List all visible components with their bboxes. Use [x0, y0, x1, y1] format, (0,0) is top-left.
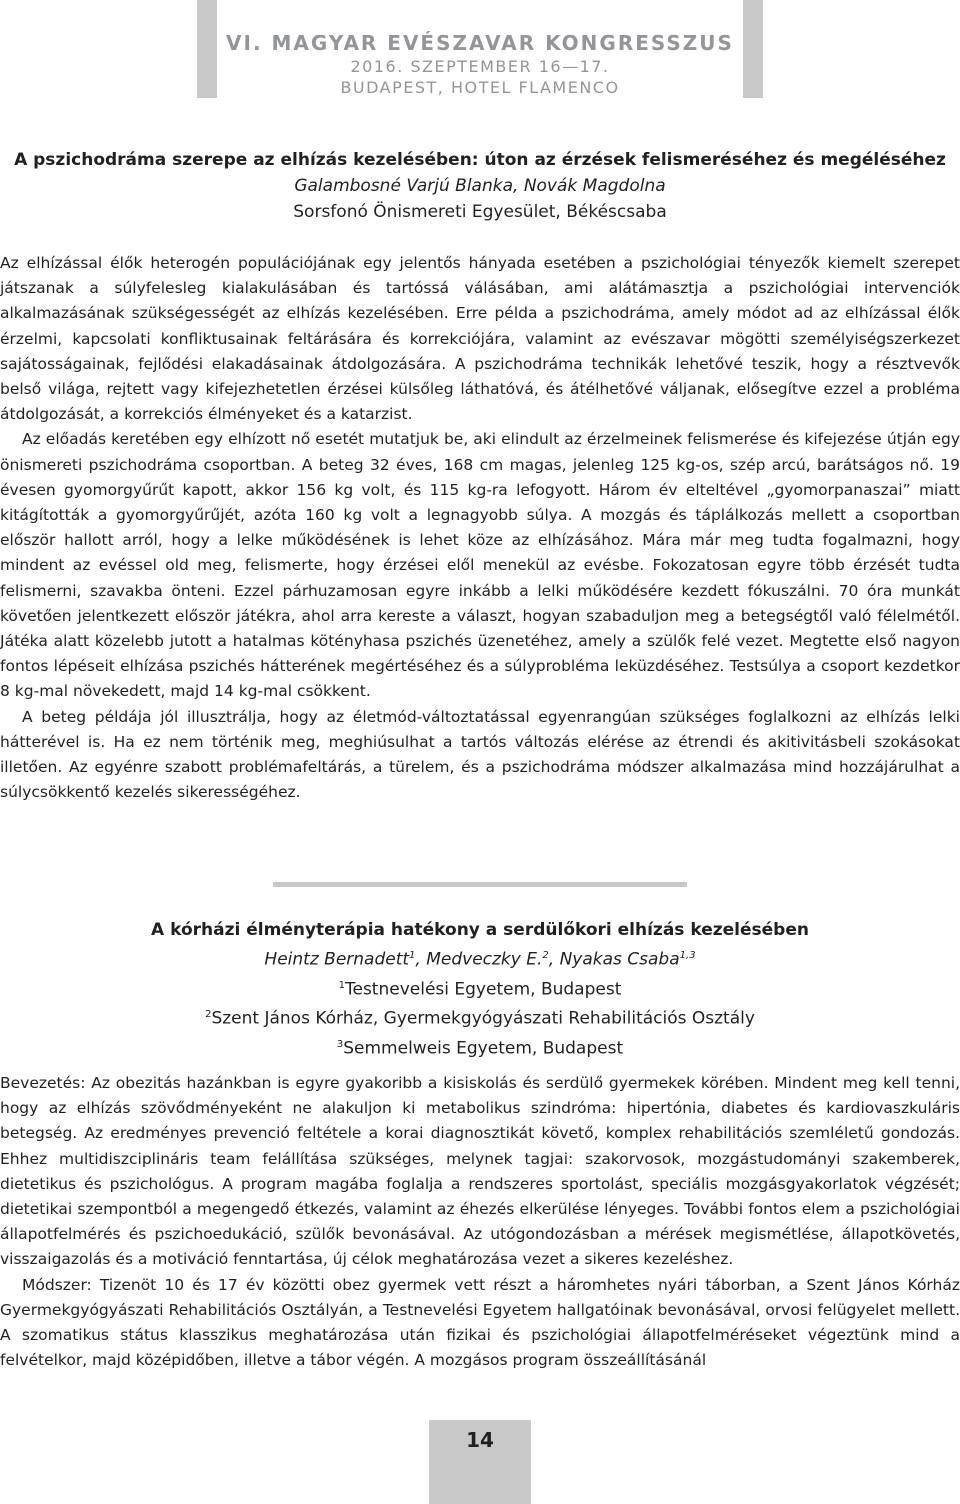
method-text: Tizenöt 10 és 17 év közötti obez gyermek vett részt a háromhetes nyári táborban, a Szent János Kórház Gyermekgyógyászati Rehabilitációs Osztályán, a Testnevelési Egyetem hallgatóinak bevonásával, orvosi felügyelet mellett. A szomatikus státus klasszikus meghatározása után fizikai és pszichológiai állapotfelméréseket végeztünk mind a felvételkor, majd középidőben, illetve a tábor végén. A mozgásos program összeállításánál	[0, 1275, 960, 1370]
affiliation-line	[0, 1032, 960, 1062]
section-divider	[273, 882, 687, 887]
page-number: 14	[466, 1428, 494, 1452]
intro-text: Az obezitás hazánkban is egyre gyakoribb a kisiskolás és serdülő gyermekek körében. Mindent meg kell tenni, hogy az elhízás szövődményeként ne alakuljon ki metabolikus szindróma: hipertónia, diabetes és kardiovaszkuláris betegség. Az eredményes prevenció feltétele a korai diagnosztikát követő, komplex rehabilitációs szemléletű gondozás. Ehhez multidiszciplináris team felállítása szükséges, melynek tagjai: szakorvosok, mozgástudományi szakemberek, dietetikus és pszichológus. A program magába foglalja a rendszeres sportolást, speciális mozgásgyakorlatok végzését; dietetikai szempontból a megengedő étkezés, valamint az éhezés elkerülése lényeges. További fontos elem a pszichológiai állapotfelmérés és pszichoedukáció, szülők bevonásával. Az utógondozásban a mérések megismétlése, állapotkövetés, visszaigazolás és a motiváció fenntartása, új célok meghatározása vezet a sikeres kezeléshez.	[0, 1074, 960, 1269]
abstract2-title: A kórházi élményterápia hatékony a serdülőkori elhízás kezelésében	[151, 920, 809, 940]
congress-header	[217, 30, 743, 98]
abstract2-heading	[0, 917, 960, 1062]
affiliation-text: Szent János Kórház, Gyermekgyógyászati Rehabilitációs Osztály	[211, 1008, 755, 1029]
method-label: Módszer:	[22, 1275, 92, 1294]
abstract1-paragraph: A beteg példája jól illusztrálja, hogy az életmód-változtatással egyenrangúan szükséges foglalkozni az elhízás lelki hátterével is. Ha ez nem történik meg, meghiúsulhat a tartós változás elérése az étrendi és akitivitásbeli szokásokat illetően. Az egyénre szabott problémafeltárás, a türelem, és a pszichodráma módszer alkalmazása mind hozzájárulhat a súlycsökkentő kezelés sikerességéhez.	[0, 707, 960, 802]
affiliation-line	[0, 973, 960, 1003]
congress-title: VI. MAGYAR EVÉSZAVAR KONGRESSZUS	[226, 31, 734, 55]
abstract1-title: A pszichodráma szerepe az elhízás kezelésében: úton az érzések felismeréséhez és megéléséhez	[14, 150, 946, 170]
affiliation-index: 2	[205, 1009, 212, 1021]
method-paragraph	[0, 1273, 960, 1374]
intro-label: Bevezetés:	[0, 1074, 86, 1092]
header-bar-left	[197, 0, 217, 98]
author-name: , Medveczky E.	[415, 949, 543, 970]
author-affil-index: 1,3	[679, 950, 696, 961]
author-name: , Nyakas Csaba	[548, 949, 680, 970]
affiliation-text: Testnevelési Egyetem, Budapest	[345, 979, 622, 1000]
affiliation-text: Semmelweis Egyetem, Budapest	[343, 1038, 624, 1059]
abstract1-body	[0, 251, 960, 805]
author-affil-index: 2	[542, 950, 549, 961]
affiliation-line	[0, 1002, 960, 1032]
intro-paragraph	[0, 1071, 960, 1273]
abstract1-authors: Galambosné Varjú Blanka, Novák Magdolna	[294, 176, 666, 196]
author-name: Heintz Bernadett	[264, 949, 410, 970]
abstract2-body	[0, 1071, 960, 1373]
author-affil-index: 1	[409, 950, 416, 961]
abstract1-heading	[0, 147, 960, 225]
abstract2-authors	[0, 943, 960, 973]
abstract1-paragraph: Az előadás keretében egy elhízott nő esetét mutatjuk be, aki elindult az érzelmeinek felismerése és kifejezése útján egy önismereti pszichodráma csoportban. A beteg 32 éves, 168 cm magas, jelenleg 125 kg-os, szép arcú, barátságos nő. 19 évesen gyomorgyűrűt kapott, akkor 156 kg volt, és 115 kg-ra lefogyott. Három év elteltével „gyomorpanaszai” miatt kitágították a gyomorgyűrűjét, azóta 160 kg volt a legnagyobb súlya. A mozgás és táplálkozás mellett a csoportban először hallott arról, hogy a lelke működésének is lehet köze az elhízásához. Mára már meg tudta fogalmazni, hogy mindent az evéssel old meg, felismerte, hogy érzései elől menekül az evésbe. Fokozatosan egyre több érzését tudta felismerni, szavakba önteni. Ezzel párhuzamosan egyre inkább a lelki működésére kezdett fókuszálni. 70 óra munkát követően jelentkezett először játékra, ahol arra kereste a választ, hogyan szabaduljon meg a betegségtől való félelmétől. Játéka alatt közelebb jutott a hatalmas kötényhasa pszichés üzenetéhez, amely a szülők felé vezet. Megtette első nagyon fontos lépéseit elhízása pszichés hátterének megértéséhez és a súlyprobléma leküzdéséhez. Testsúlya a csoport kezdetkor 8 kg-mal növekedett, majd 14 kg-mal csökkent.	[0, 430, 960, 701]
abstract1-affiliation: Sorsfonó Önismereti Egyesület, Békéscsaba	[293, 202, 667, 222]
congress-date: 2016. SZEPTEMBER 16—17.	[350, 57, 610, 76]
affiliation-index: 3	[336, 1038, 344, 1050]
congress-venue: BUDAPEST, HOTEL FLAMENCO	[340, 78, 620, 97]
abstract1-paragraph: Az elhízással élők heterogén populációjának egy jelentős hányada esetében a pszichológiai tényezők kiemelt szerepet játszanak a súlyfelesleg kialakulásában és tartóssá válásában, ami alátámasztja a pszichológiai intervenciók alkalmazásának szükségességét az elhízás kezelésében. Erre példa a pszichodráma, amely módot ad az elhízással élők érzelmi, kapcsolati konfliktusainak feltárására és korrekciójára, valamint az evészavar mögötti személyiségszerkezet sajátosságainak, fejlődési elakadásainak átdolgozására. A pszichodráma technikák lehetővé teszik, hogy a résztvevők belső világa, rejtett vagy kifejezhetetlen érzései külsőleg láthatóvá, és átélhetővé váljanak, elősegítve ezzel a probléma átdolgozását, a korrekciós élményeket és a katarzist.	[0, 254, 960, 424]
affiliation-index: 1	[338, 979, 345, 991]
header-bar-right	[743, 0, 763, 98]
